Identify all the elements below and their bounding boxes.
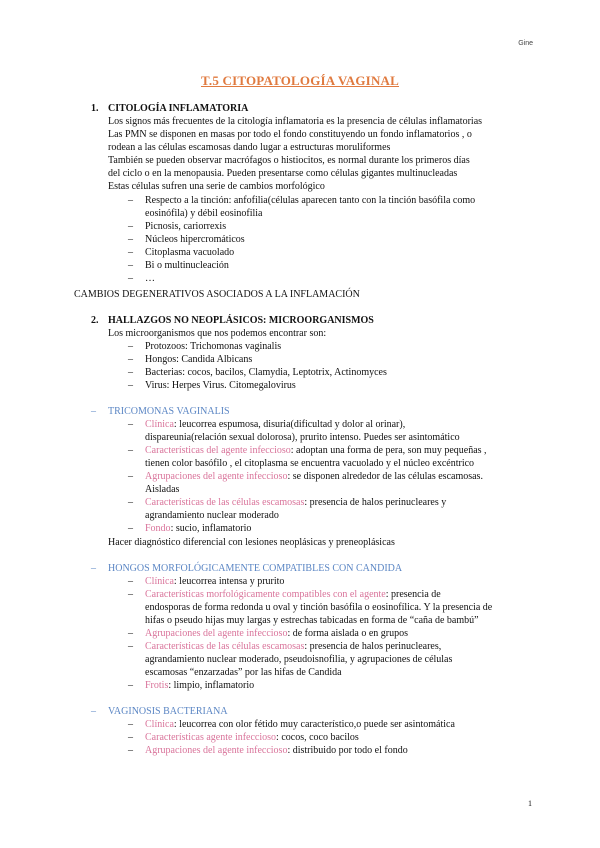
list-item-text: Virus: Herpes Virus. Citomegalovirus (145, 380, 296, 391)
dash-icon: – (128, 745, 133, 756)
list-item (128, 575, 558, 588)
tricomonas-heading: – TRICOMONAS VAGINALIS (91, 406, 230, 417)
section-1-bullets (128, 194, 548, 285)
list-item-text: Aisladas (145, 484, 180, 495)
list-item (128, 340, 387, 353)
section-1-title: CITOLOGÍA INFLAMATORIA (108, 103, 249, 114)
list-item (128, 679, 558, 692)
paragraph-line: del ciclo o en la menopausia. Pueden presentarse como células gigantes multinucleadas (108, 168, 458, 179)
hongos-heading: – HONGOS MORFOLÓGICAMENTE COMPATIBLES CON CANDIDA (91, 563, 403, 574)
dash-icon: – (128, 341, 133, 352)
dash-icon: – (128, 367, 133, 378)
list-item (128, 731, 558, 744)
hongos-list (128, 575, 558, 692)
list-item-text: Fondo: sucio, inflamatorio (145, 523, 252, 534)
list-item-text: Núcleos hipercromáticos (145, 234, 245, 245)
list-item-text: Características morfológicamente compatibles con el agente: presencia de (145, 589, 441, 600)
subcaption (74, 288, 360, 301)
dash-icon: – (128, 195, 133, 206)
list-item-text: Características del agente infeccioso: adoptan una forma de pera, son muy pequeñas , (145, 445, 487, 456)
list-item-text: … (145, 273, 155, 284)
list-item-text: Características de las células escamosas: presencia de halos perinucleares, (145, 641, 442, 652)
dash-icon: – (128, 260, 133, 271)
list-item (128, 470, 558, 496)
item-label: Frotis (145, 680, 169, 691)
section-1-number: 1. (91, 103, 99, 114)
section-2-title: HALLAZGOS NO NEOPLÁSICOS: MICROORGANISMOS (108, 315, 374, 326)
list-item-text: Agrupaciones del agente infeccioso: distribuido por todo el fondo (145, 745, 408, 756)
list-item-text: tienen color basófilo , el citoplasma se encuentra vacuolado y el núcleo excéntrico (145, 458, 475, 469)
list-item-text: Picnosis, cariorrexis (145, 221, 227, 232)
list-item-text: Protozoos: Trichomonas vaginalis (145, 341, 282, 352)
list-item (128, 522, 558, 535)
section-1 (91, 102, 248, 115)
list-item-text: endosporas de forma redonda u oval y tinción basófila o eosinofílica. Y la presencia de (145, 602, 493, 613)
dash-icon: – (128, 589, 133, 600)
list-item-text: Clínica: leucorrea espumosa, disuria(dificultad y dolor al orinar), (145, 419, 406, 430)
list-item (128, 246, 548, 259)
list-item (128, 272, 548, 285)
dash-icon: – (128, 497, 133, 508)
item-label: Clínica (145, 719, 174, 730)
list-item (128, 640, 558, 679)
list-item-text: eosinófila) y débil eosinofilia (145, 208, 263, 219)
list-item (128, 194, 548, 220)
dash-icon: – (128, 234, 133, 245)
dash-icon: – (128, 576, 133, 587)
dash-icon: – (128, 247, 133, 258)
item-label: Características agente infeccioso (145, 732, 277, 743)
item-label: Clínica (145, 576, 174, 587)
dash-icon: – (128, 719, 133, 730)
vaginosis-list (128, 718, 558, 757)
section-1-heading (91, 102, 248, 115)
intro-text: Los microorganismos que nos podemos encontrar son: (108, 328, 327, 339)
list-item-text: Respecto a la tinción: anfofilia(células aparecen tanto con la tinción basófila como (145, 195, 476, 206)
list-item-text: Clínica: leucorrea con olor fétido muy característico,o puede ser asintomática (145, 719, 455, 730)
dash-icon: – (128, 273, 133, 284)
paragraph-line: También se pueden observar macrófagos o histiocitos, es normal durante los primeros días (108, 155, 470, 166)
list-item (128, 744, 558, 757)
list-item-text: Citoplasma vacuolado (145, 247, 235, 258)
list-item (128, 627, 558, 640)
vaginosis-heading: – VAGINOSIS BACTERIANA (91, 706, 228, 717)
list-item-text: Hongos: Candida Albicans (145, 354, 253, 365)
item-label: Agrupaciones del agente infeccioso (145, 628, 288, 639)
paragraph-line: Las PMN se disponen en masas por todo el fondo constituyendo un fondo inflamatorios , o (108, 129, 472, 140)
item-label: Características de las células escamosas (145, 497, 305, 508)
list-item-text: Bacterias: cocos, bacilos, Clamydia, Leptotrix, Actinomyces (145, 367, 387, 378)
dash-icon: – (128, 628, 133, 639)
dash-icon: – (128, 641, 133, 652)
list-item-text: dispareunia(relación sexual dolorosa), prurito intenso. Puedes ser asintomático (145, 432, 460, 443)
list-item-text: Bi o multinucleación (145, 260, 229, 271)
list-item (128, 379, 387, 392)
item-label: Características morfológicamente compatibles con el agente (145, 589, 386, 600)
page-number: 1 (528, 799, 532, 808)
list-item-text: agrandamiento nuclear moderado, pseudoisnofilia, y agrupaciones de células (145, 654, 453, 665)
section-2-bullets (128, 340, 387, 392)
tricomonas-heading-row (91, 405, 230, 418)
list-item (128, 366, 387, 379)
list-item (128, 588, 558, 627)
list-item (128, 718, 558, 731)
vaginosis-heading-row (91, 705, 228, 718)
list-item (128, 353, 387, 366)
tricomonas-list (128, 418, 558, 535)
paragraph-line: Estas células sufren una serie de cambios morfológico (108, 181, 325, 192)
list-item (128, 233, 548, 246)
list-item-text: Características agente infeccioso: cocos, coco bacilos (145, 732, 359, 743)
list-item-text: hifas o pseudo hijas muy largas y estrechas tabicadas en forma de “caña de bambú” (145, 615, 479, 626)
dash-icon: – (128, 680, 133, 691)
item-label: Características del agente infeccioso (145, 445, 291, 456)
item-label: Clínica (145, 419, 174, 430)
section-2 (91, 314, 374, 327)
list-item-text: Agrupaciones del agente infeccioso: de forma aislada o en grupos (145, 628, 408, 639)
tricomonas-note (108, 536, 395, 549)
dash-icon: – (128, 732, 133, 743)
list-item-text: Frotis: limpio, inflamatorio (145, 680, 255, 691)
list-item (128, 220, 548, 233)
list-item-text: agrandamiento nuclear moderado (145, 510, 279, 521)
list-item (128, 418, 558, 444)
list-item (128, 496, 558, 522)
dash-icon: – (128, 221, 133, 232)
section-1-paragraph (108, 115, 482, 193)
list-item (128, 259, 548, 272)
dash-icon: – (128, 445, 133, 456)
item-label: Fondo (145, 523, 171, 534)
dash-icon: – (128, 419, 133, 430)
hongos-heading-row (91, 562, 402, 575)
section-2-heading (91, 314, 374, 327)
section-2-intro (108, 327, 326, 340)
dash-icon: – (128, 523, 133, 534)
paragraph-line: rodean a las células escamosas dando lugar a estructuras moruliformes (108, 142, 391, 153)
dash-icon: – (128, 471, 133, 482)
item-label: Agrupaciones del agente infeccioso (145, 471, 288, 482)
section-2-number: 2. (91, 315, 99, 326)
item-label: Agrupaciones del agente infeccioso (145, 745, 288, 756)
subcaption-text: CAMBIOS DEGENERATIVOS ASOCIADOS A LA INFLAMACIÓN (74, 289, 360, 300)
item-label: Características de las células escamosas (145, 641, 305, 652)
note-text: Hacer diagnóstico diferencial con lesiones neoplásicas y preneoplásicas (108, 537, 395, 548)
header-label: Gine (518, 40, 533, 47)
list-item-text: Características de las células escamosas: presencia de halos perinucleares y (145, 497, 447, 508)
list-item-text: Agrupaciones del agente infeccioso: se disponen alrededor de las células escamosas. (145, 471, 483, 482)
list-item-text: escamosas “enzarzadas” por las hifas de Candida (145, 667, 342, 678)
page-title: T.5 CITOPATOLOGÍA VAGINAL (200, 73, 399, 88)
list-item (128, 444, 558, 470)
list-item-text: Clínica: leucorrea intensa y prurito (145, 576, 285, 587)
dash-icon: – (128, 354, 133, 365)
paragraph-line: Los signos más frecuentes de la citología inflamatoria es la presencia de células inflamatorias (108, 116, 483, 127)
dash-icon: – (128, 380, 133, 391)
